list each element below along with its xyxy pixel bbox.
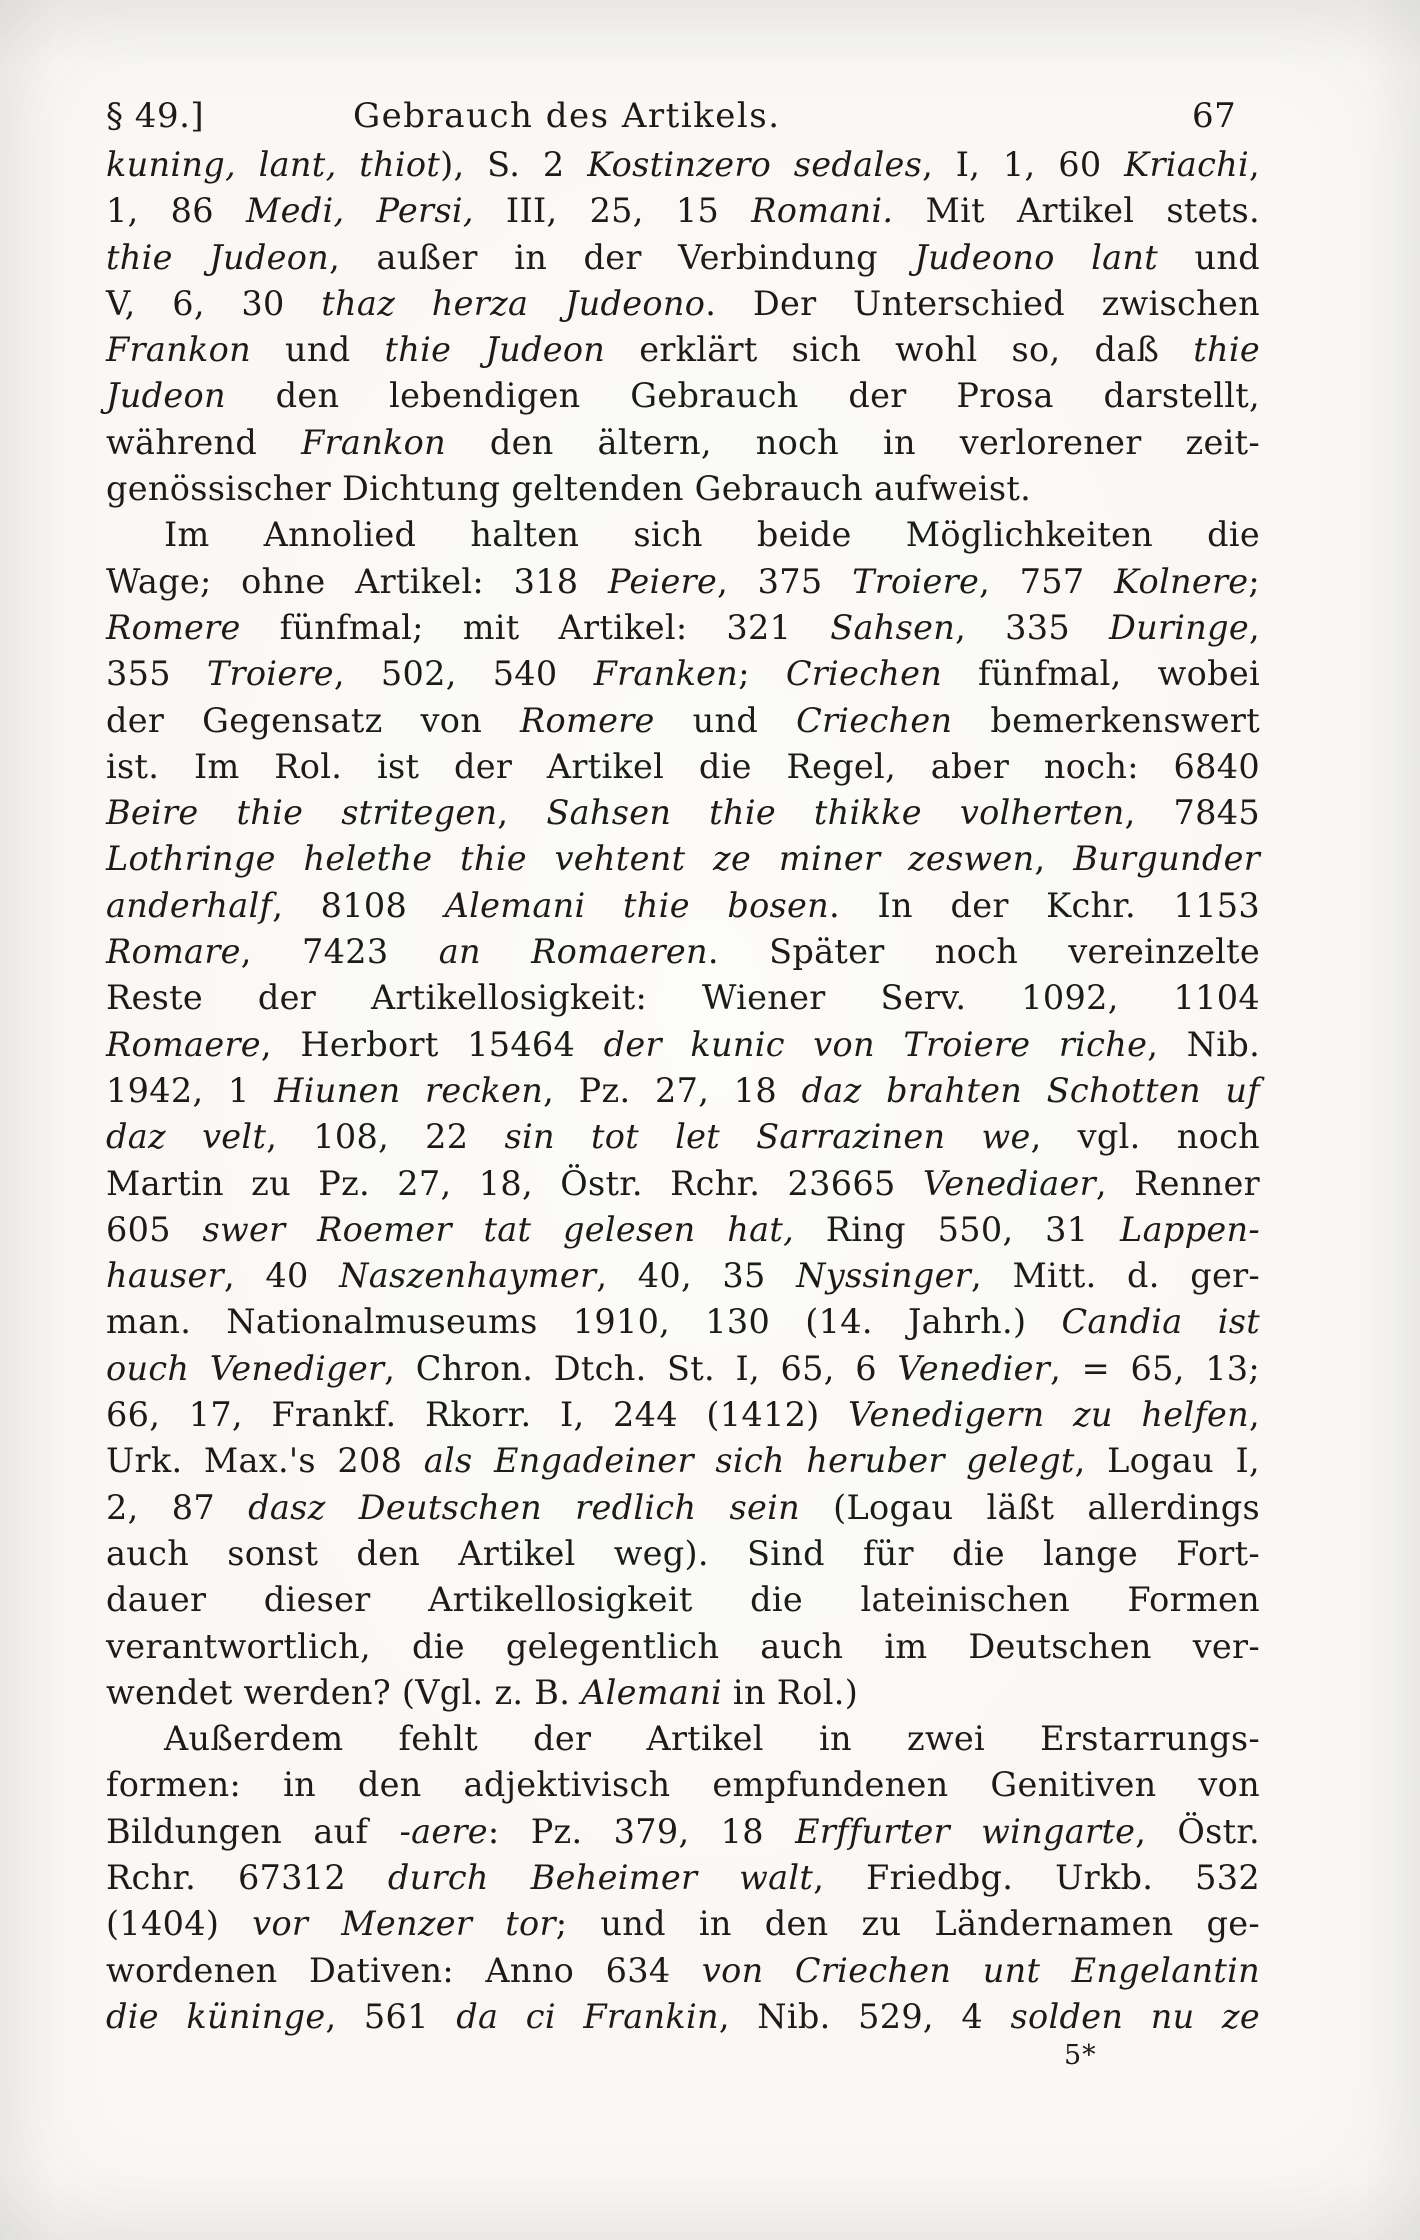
text-line [106, 1994, 1260, 2040]
italic-text-segment: Venedigern zu helfen [848, 1395, 1250, 1435]
roman-text-segment: . Später noch vereinzelte [707, 932, 1260, 972]
italic-text-segment: daz brahten Schotten uf [801, 1070, 1260, 1110]
roman-text-segment: , [1249, 1395, 1260, 1435]
italic-text-segment: Duringe [1108, 607, 1250, 647]
text-line [106, 1392, 1260, 1438]
roman-text-segment: , 7845 [1124, 793, 1261, 833]
roman-text-segment: , Östr. [1135, 1811, 1261, 1851]
roman-text-segment: erklärt sich wohl so, daß [605, 330, 1194, 370]
italic-text-segment: anderhalf [106, 885, 273, 925]
roman-text-segment: , [1249, 145, 1260, 184]
text-line [106, 420, 1260, 466]
roman-text-segment: 605 [106, 1209, 203, 1249]
italic-text-segment: Nyssinger [796, 1256, 972, 1296]
italic-text-segment: Alemani thie bosen [444, 885, 830, 925]
italic-text-segment: Beire thie stritegen [106, 793, 498, 833]
text-line [106, 327, 1260, 373]
text-line [106, 1161, 1260, 1207]
roman-text-segment: , 757 [979, 561, 1115, 601]
roman-text-segment: , 8108 [272, 885, 445, 925]
roman-text-segment: , [1034, 839, 1074, 879]
text-line [106, 605, 1260, 651]
italic-text-segment: Romare [106, 932, 241, 972]
text-line [106, 1299, 1260, 1345]
italic-text-segment: der kunic von Troiere riche [603, 1024, 1148, 1064]
roman-text-segment: , Herbort 15464 [260, 1024, 604, 1064]
italic-text-segment: thie Judeon [384, 330, 606, 370]
italic-text-segment: Venediaer [922, 1163, 1096, 1203]
italic-text-segment: Romere [520, 700, 655, 740]
italic-text-segment: sin tot let Sarrazinen we [504, 1117, 1031, 1157]
roman-text-segment: III, 25, 15 [473, 191, 752, 231]
text-line [106, 281, 1260, 327]
roman-text-segment: (1404) [106, 1904, 253, 1944]
roman-text-segment: , 561 [325, 1996, 457, 2036]
roman-text-segment: (Logau läßt allerdings [799, 1487, 1261, 1527]
roman-text-segment: Ring 550, 31 [794, 1209, 1121, 1249]
roman-text-segment: , 108, 22 [266, 1117, 505, 1157]
roman-text-segment: verantwortlich, die gelegentlich auch im Deutschen ver- [106, 1626, 1260, 1666]
text-line [106, 1346, 1260, 1392]
italic-text-segment: Troiere [206, 654, 334, 694]
text-line [106, 1809, 1260, 1855]
text-line [106, 1253, 1260, 1299]
roman-text-segment: , außer in der Verbindung [329, 237, 915, 277]
roman-text-segment: , Logau I, [1074, 1441, 1260, 1481]
roman-text-segment: in Rol.) [721, 1672, 859, 1712]
text-line [106, 1022, 1260, 1068]
roman-text-segment: . Der Unterschied zwischen [705, 283, 1260, 323]
roman-text-segment: , Friedbg. Urkb. 532 [813, 1857, 1260, 1897]
roman-text-segment: Wage; ohne Artikel: 318 [106, 561, 609, 601]
italic-text-segment: Naszenhaymer [339, 1256, 597, 1296]
italic-text-segment: Judeono lant [914, 237, 1159, 277]
roman-text-segment: , 7423 [240, 932, 439, 972]
text-line [106, 1762, 1260, 1808]
italic-text-segment: Alemani [581, 1672, 722, 1712]
italic-text-segment: dasz Deutschen redlich sein [248, 1487, 800, 1527]
italic-text-segment: Sahsen thie thikke volherten [546, 793, 1125, 833]
roman-text-segment: , 335 [955, 607, 1109, 647]
italic-text-segment: daz velt [106, 1117, 267, 1157]
roman-text-segment: ; [1248, 561, 1261, 601]
signature-mark: 5* [1064, 2040, 1097, 2071]
text-line [106, 188, 1260, 234]
roman-text-segment: 2, 87 [106, 1487, 249, 1527]
roman-text-segment: , Nib. [1147, 1024, 1261, 1064]
text-line [106, 1670, 1260, 1716]
italic-text-segment: an Romaeren [438, 932, 708, 972]
roman-text-segment: , 375 [717, 561, 853, 601]
italic-text-segment: Hiunen recken [274, 1070, 544, 1110]
roman-text-segment: ; und in den zu Ländernamen ge- [555, 1904, 1260, 1944]
text-line [106, 235, 1260, 281]
italic-text-segment: Kostinzero sedales [587, 145, 923, 184]
roman-text-segment: fünfmal, wobei [942, 654, 1260, 694]
roman-text-segment: man. Nationalmuseums 1910, 130 (14. Jahrh.) [106, 1302, 1062, 1342]
text-line [106, 466, 1260, 512]
italic-text-segment: Lothringe helethe thie vehtent ze miner zeswen [106, 839, 1035, 879]
italic-text-segment: von Criechen unt Engelantin [701, 1950, 1260, 1990]
roman-text-segment: ist. Im Rol. ist der Artikel die Regel, aber noch: 6840 [106, 746, 1260, 786]
italic-text-segment: thie [1193, 330, 1260, 370]
roman-text-segment: , vgl. noch [1030, 1117, 1261, 1157]
text-line [106, 512, 1260, 558]
text-line [106, 1485, 1260, 1531]
italic-text-segment: Franken [593, 654, 739, 694]
italic-text-segment: swer Roemer tat gelesen hat, [202, 1209, 795, 1249]
roman-text-segment: Rchr. 67312 [106, 1857, 388, 1897]
running-header [0, 96, 1420, 140]
roman-text-segment: den ältern, noch in verlorener zeit- [446, 422, 1260, 462]
roman-text-segment: ), S. 2 [440, 145, 588, 184]
roman-text-segment: : Pz. 379, 18 [487, 1811, 796, 1851]
italic-text-segment: aere [411, 1811, 488, 1851]
italic-text-segment: thie Judeon [106, 237, 330, 277]
text-line [106, 1901, 1260, 1947]
roman-text-segment: wendet werden? (Vgl. z. B. [106, 1672, 582, 1712]
roman-text-segment: Außerdem fehlt der Artikel in zwei Erstarrungs- [164, 1719, 1260, 1759]
roman-text-segment: Mit Artikel stets. [893, 191, 1260, 231]
roman-text-segment: bemerkenswert [952, 700, 1260, 740]
roman-text-segment: Urk. Max.'s 208 [106, 1441, 424, 1481]
text-line [106, 929, 1260, 975]
italic-text-segment: Kolnere [1114, 561, 1249, 601]
italic-text-segment: Criechen [796, 700, 953, 740]
roman-text-segment: . In der Kchr. 1153 [829, 885, 1260, 925]
italic-text-segment: Venedier [897, 1348, 1051, 1388]
italic-text-segment: Judeon [106, 376, 226, 416]
text-line [106, 836, 1260, 882]
text-line [106, 1531, 1260, 1577]
text-line [106, 651, 1260, 697]
text-line [106, 744, 1260, 790]
roman-text-segment: , Pz. 27, 18 [543, 1070, 802, 1110]
italic-text-segment: Erffurter wingarte [795, 1811, 1136, 1851]
italic-text-segment: Lappen- [1120, 1209, 1260, 1249]
italic-text-segment: als Engadeiner sich heruber gelegt [423, 1441, 1075, 1481]
roman-text-segment: und [1158, 237, 1260, 277]
roman-text-segment: ; [738, 654, 786, 694]
italic-text-segment: Romaere [106, 1024, 261, 1064]
roman-text-segment: , 40, 35 [596, 1256, 797, 1296]
page-title: Gebrauch des Artikels. [353, 96, 781, 136]
text-line [106, 883, 1260, 929]
text-line [106, 698, 1260, 744]
text-line [106, 1948, 1260, 1994]
italic-text-segment: Romere [106, 607, 241, 647]
italic-text-segment: Medi, Persi, [246, 191, 474, 231]
roman-text-segment: , [497, 793, 547, 833]
text-block [106, 142, 1260, 2040]
italic-text-segment: Troiere [852, 561, 980, 601]
roman-text-segment: wordenen Dativen: Anno 634 [106, 1950, 702, 1990]
page-number: 67 [1192, 96, 1237, 136]
roman-text-segment: genössischer Dichtung geltenden Gebrauch aufweist. [106, 469, 1032, 509]
italic-text-segment: hauser [106, 1256, 224, 1296]
italic-text-segment: Criechen [785, 654, 943, 694]
italic-text-segment: Frankon [106, 330, 251, 370]
roman-text-segment: 1, 86 [106, 191, 247, 231]
italic-text-segment: kuning, lant, thiot [106, 145, 441, 184]
text-line [106, 1114, 1260, 1160]
roman-text-segment: , 502, 540 [333, 654, 594, 694]
roman-text-segment: auch sonst den Artikel weg). Sind für die lange Fort- [106, 1533, 1260, 1573]
italic-text-segment: Kriachi [1124, 145, 1250, 184]
roman-text-segment: 355 [106, 654, 207, 694]
italic-text-segment: thaz herza Judeono [321, 283, 706, 323]
italic-text-segment: vor Menzer tor [252, 1904, 556, 1944]
roman-text-segment: Im Annolied halten sich beide Möglichkeiten die [164, 515, 1260, 555]
italic-text-segment: da ci Frankin [456, 1996, 719, 2036]
italic-text-segment: Candia ist [1061, 1302, 1260, 1342]
roman-text-segment: , Chron. Dtch. St. I, 65, 6 [384, 1348, 898, 1388]
roman-text-segment: , I, 1, 60 [922, 145, 1125, 184]
roman-text-segment: und [250, 330, 385, 370]
text-line [106, 373, 1260, 419]
roman-text-segment: , [1249, 607, 1260, 647]
text-line [106, 1624, 1260, 1670]
roman-text-segment: den lebendigen Gebrauch der Prosa darstellt, [225, 376, 1260, 416]
roman-text-segment: , Renner [1095, 1163, 1260, 1203]
roman-text-segment: der Gegensatz von [106, 700, 521, 740]
text-line [106, 1855, 1260, 1901]
section-reference: § 49.] [106, 96, 205, 136]
italic-text-segment: ouch Venediger [106, 1348, 385, 1388]
text-line [106, 790, 1260, 836]
text-line [106, 559, 1260, 605]
italic-text-segment: Peiere [608, 561, 718, 601]
roman-text-segment: , Nib. 529, 4 [718, 1996, 1011, 2036]
text-line [106, 142, 1260, 188]
italic-text-segment: Sahsen [830, 607, 956, 647]
roman-text-segment: und [654, 700, 797, 740]
roman-text-segment: V, 6, 30 [106, 283, 322, 323]
roman-text-segment: 66, 17, Frankf. Rkorr. I, 244 (1412) [106, 1395, 849, 1435]
text-line [106, 1438, 1260, 1484]
roman-text-segment: während [106, 422, 302, 462]
roman-text-segment: Bildungen auf - [106, 1811, 412, 1851]
roman-text-segment: formen: in den adjektivisch empfundenen Genitiven von [106, 1765, 1260, 1805]
italic-text-segment: die küninge [106, 1996, 326, 2036]
italic-text-segment: solden nu ze [1010, 1996, 1261, 2036]
text-line [106, 1577, 1260, 1623]
text-line [106, 1716, 1260, 1762]
roman-text-segment: , 40 [223, 1256, 340, 1296]
roman-text-segment: Martin zu Pz. 27, 18, Östr. Rchr. 23665 [106, 1163, 923, 1203]
roman-text-segment: , = 65, 13; [1050, 1348, 1261, 1388]
italic-text-segment: Romani. [751, 191, 894, 231]
italic-text-segment: Burgunder [1073, 839, 1261, 879]
roman-text-segment: fünfmal; mit Artikel: 321 [240, 607, 831, 647]
italic-text-segment: durch Beheimer walt [387, 1857, 814, 1897]
roman-text-segment: 1942, 1 [106, 1070, 275, 1110]
text-line [106, 975, 1260, 1021]
roman-text-segment: , Mitt. d. ger- [971, 1256, 1260, 1296]
italic-text-segment: Frankon [301, 422, 447, 462]
text-line [106, 1068, 1260, 1114]
roman-text-segment: Reste der Artikellosigkeit: Wiener Serv. 1092, 1104 [106, 978, 1260, 1018]
roman-text-segment: dauer dieser Artikellosigkeit die lateinischen Formen [106, 1580, 1260, 1620]
text-line [106, 1207, 1260, 1253]
